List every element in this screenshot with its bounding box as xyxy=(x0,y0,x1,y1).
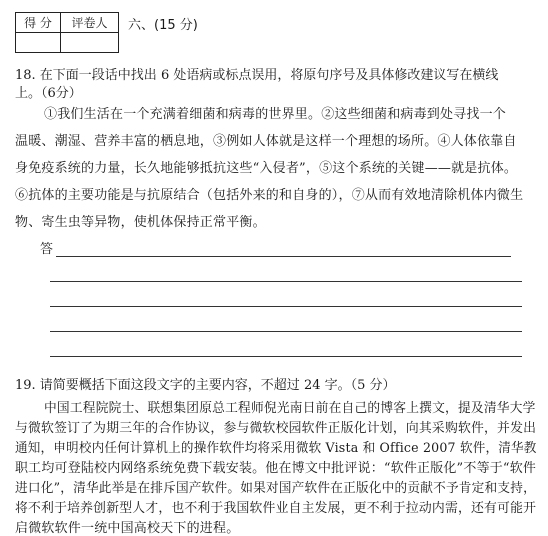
q18-prompt-line1: 18. 在下面一段话中找出 6 处语病或标点误用，将原句序号及具体修改建议写在横线 xyxy=(15,68,499,83)
q19-passage-line: 启微软软件一统中国高校天下的进程。 xyxy=(15,521,240,536)
q18-passage-line: 身免疫系统的力量，长久地能够抵抗这些“入侵者”，⑤这个系统的关键——就是抗体。 xyxy=(15,161,518,176)
answer-label: 答 xyxy=(40,242,54,257)
q18-passage-line: ①我们生活在一个充满着细菌和病毒的世界里。②这些细菌和病毒到处寻找一个 xyxy=(44,107,507,122)
q18-passage-line: 温暖、潮湿、营养丰富的栖息地，③例如人体就是这样一个理想的场所。④人体依靠自 xyxy=(15,134,517,149)
answer-line[interactable] xyxy=(50,356,522,357)
q19-passage-line: 通知，申明校内任何计算机上的操作软件均将采用微软 Vista 和 Office 2007 软件，清华教 xyxy=(15,441,537,456)
answer-line[interactable] xyxy=(50,281,522,282)
q19-passage-line: 将不利于培养创新型人才，也不利于我国软件业自主发展，更不利于拉动内需，还有可能开 xyxy=(15,501,537,516)
section-title: 六、(15 分) xyxy=(128,18,198,33)
grader-label: 评卷人 xyxy=(61,13,119,33)
q18-prompt-line2: 上。（6分） xyxy=(15,86,82,101)
q19-passage-line: 进口化”，清华此举是在排斥国产软件。如果对国产软件在正版化中的贡献不予肯定和支持， xyxy=(15,481,536,496)
score-box xyxy=(15,12,119,53)
answer-line[interactable] xyxy=(50,306,522,307)
score-input-cell[interactable] xyxy=(16,33,61,53)
q19-passage-line: 与微软签订了为期三年的合作协议，参与微软校园软件正版化计划，向其采购软件，并发出 xyxy=(15,421,537,436)
q18-passage-line: ⑥抗体的主要功能是与抗原结合（包括外来的和自身的），⑦从而有效地清除机体内微生 xyxy=(15,188,524,203)
q19-passage-line: 职工均可登陆校内网络系统免费下载安装。他在博文中批评说：“软件正版化”不等于“软件 xyxy=(15,461,537,476)
q19-passage-line: 中国工程院院士、联想集团原总工程师倪光南日前在自己的博客上撰文，提及清华大学 xyxy=(44,401,536,416)
answer-line[interactable] xyxy=(56,256,511,257)
grader-input-cell[interactable] xyxy=(61,33,119,53)
q18-passage-line: 物、寄生虫等异物，使机体保持正常平衡。 xyxy=(15,215,266,230)
answer-line[interactable] xyxy=(50,331,522,332)
score-label: 得 分 xyxy=(16,13,61,33)
q19-prompt: 19. 请简要概括下面这段文字的主要内容，不超过 24 字。（5 分） xyxy=(15,378,396,393)
